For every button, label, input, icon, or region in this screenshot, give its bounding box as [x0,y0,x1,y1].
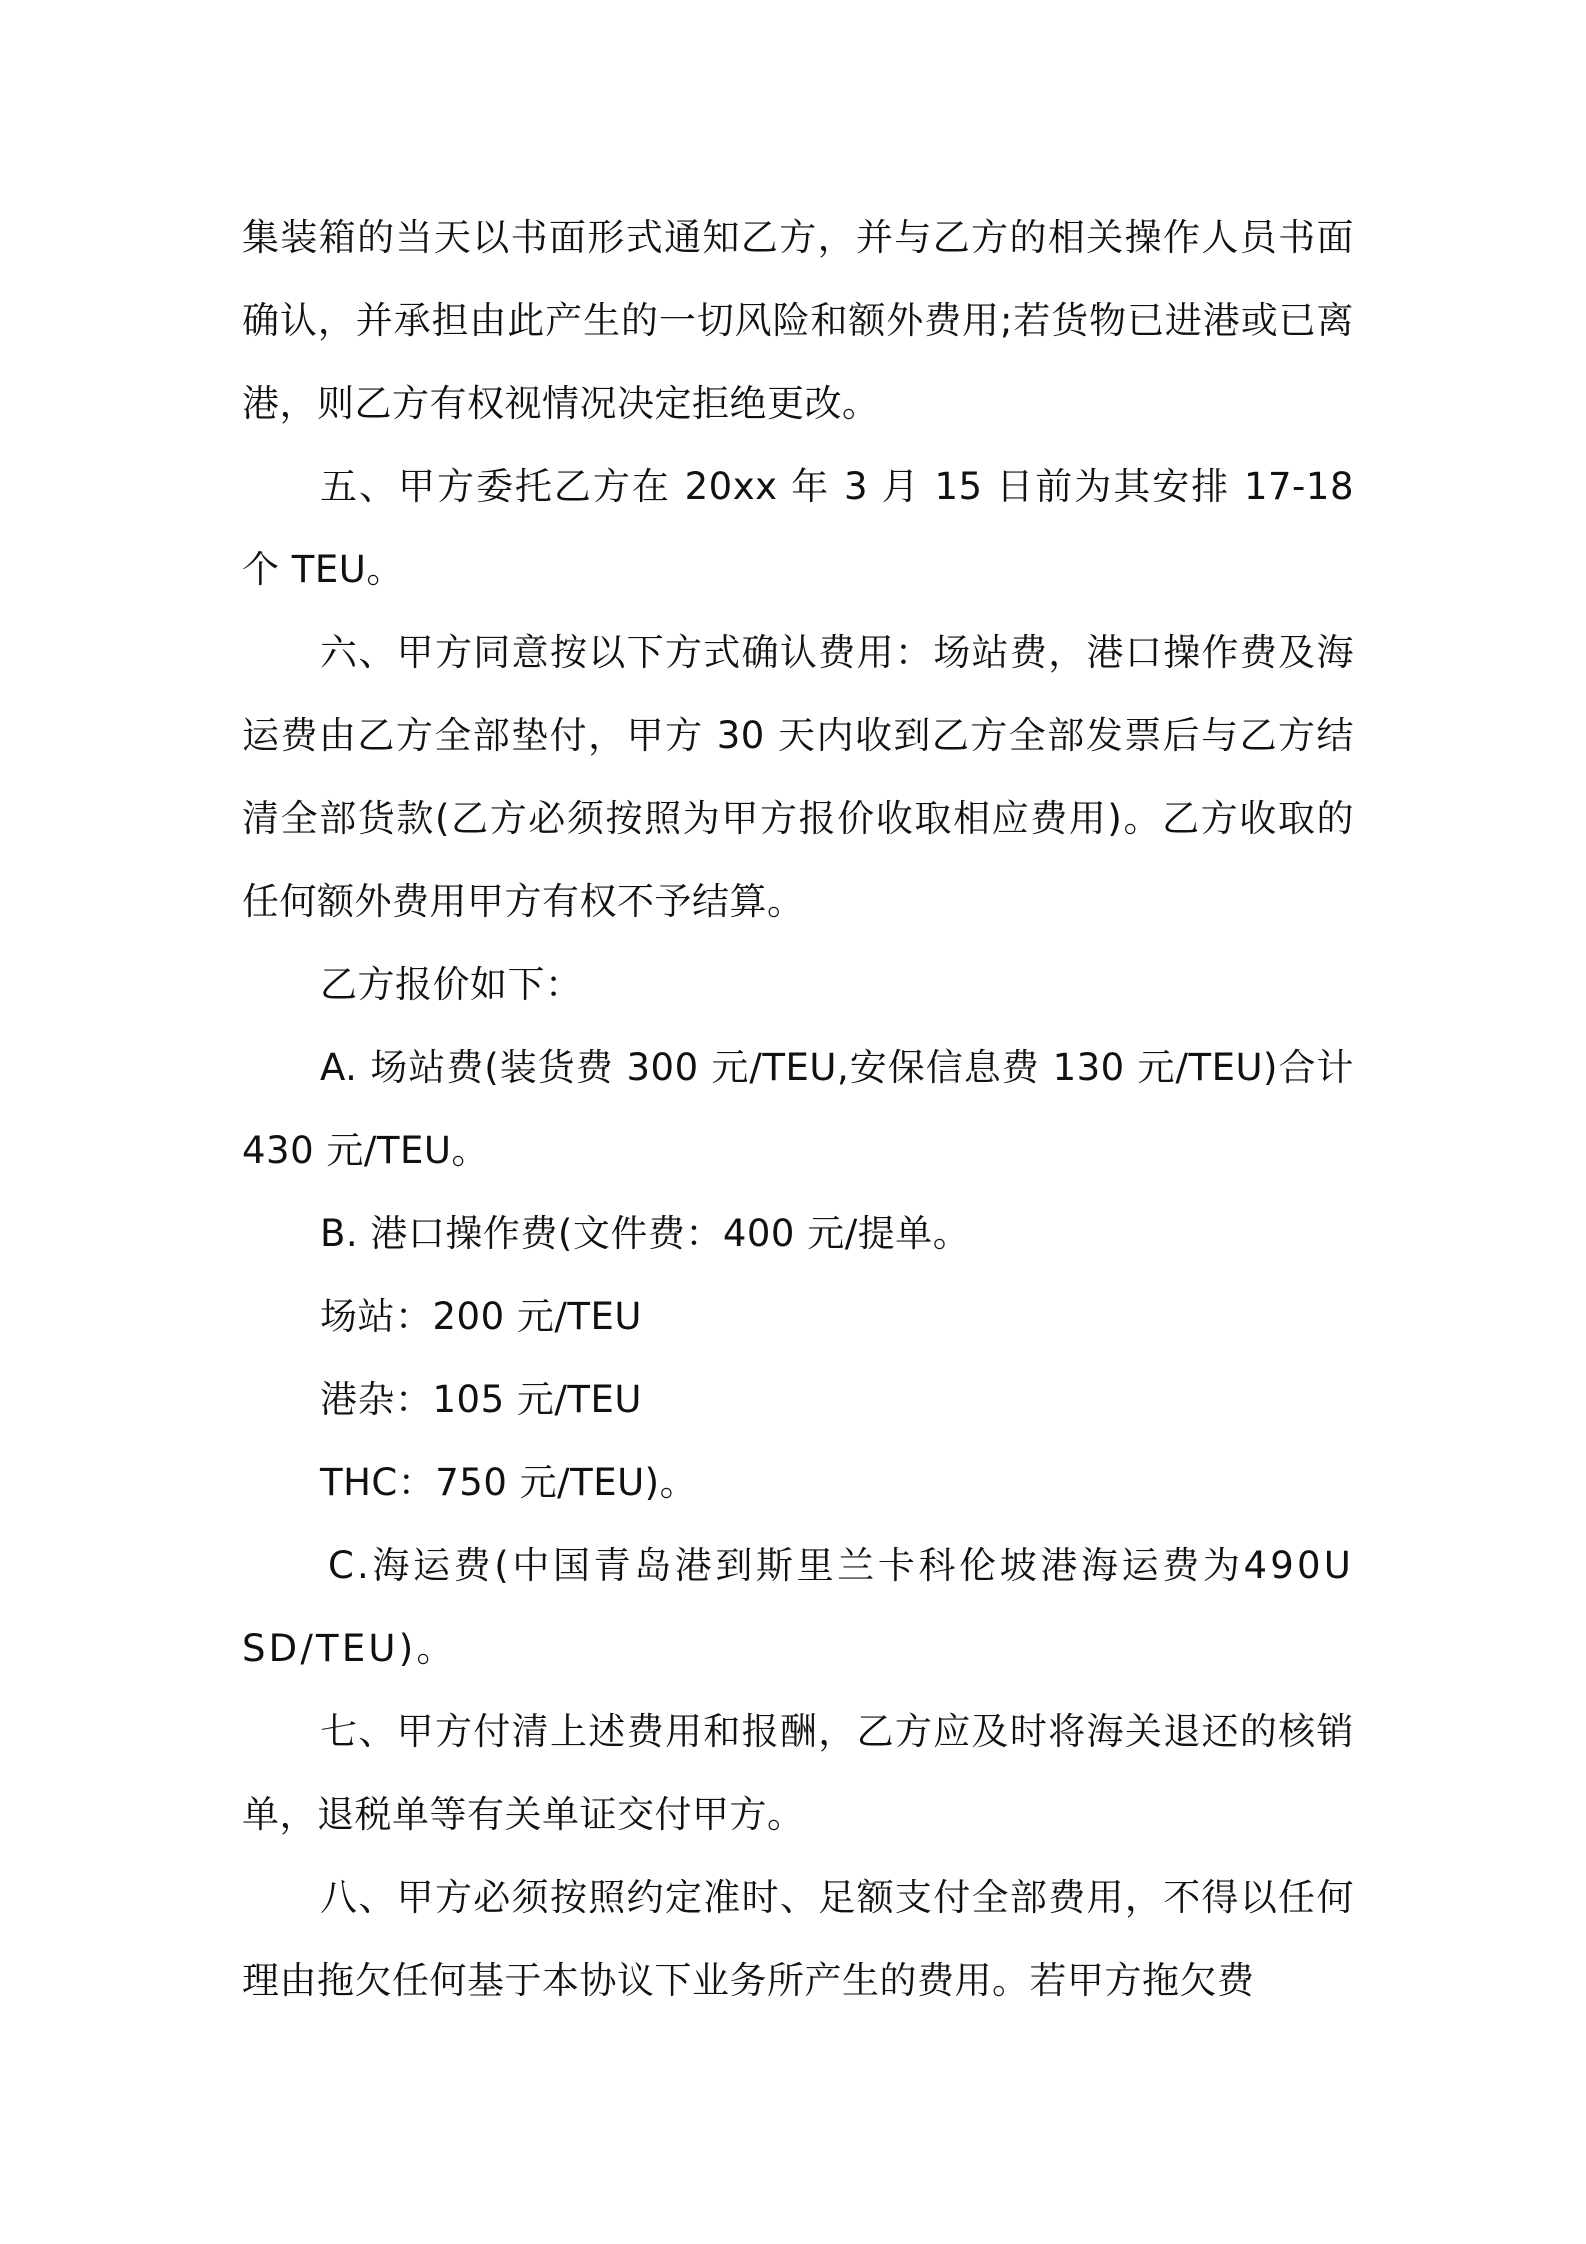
paragraph-quote-b-station: 场站：200 元/TEU [320,1295,642,1338]
contract-body [242,196,1354,2022]
paragraph-quote-c: C.海运费(中国青岛港到斯里兰卡科伦坡港海运费为490USD/TEU)。 [242,1544,1354,1670]
paragraph-continuation: 集装箱的当天以书面形式通知乙方，并与乙方的相关操作人员书面确认，并承担由此产生的一切风险和额外费用;若货物已进港或已离港，则乙方有权视情况决定拒绝更改。 [242,216,1354,425]
paragraph-quote-intro: 乙方报价如下： [320,963,583,1006]
paragraph-quote-b: B. 港口操作费(文件费：400 元/提单。 [320,1212,971,1255]
paragraph-clause-7: 七、甲方付清上述费用和报酬，乙方应及时将海关退还的核销单，退税单等有关单证交付甲方。 [242,1710,1354,1836]
paragraph-quote-b-thc: THC：750 元/TEU)。 [320,1461,698,1504]
paragraph-clause-8: 八、甲方必须按照约定准时、足额支付全部费用，不得以任何理由拖欠任何基于本协议下业务所产生的费用。若甲方拖欠费 [242,1876,1354,2002]
paragraph-quote-b-port-misc: 港杂：105 元/TEU [320,1378,642,1421]
paragraph-clause-6: 六、甲方同意按以下方式确认费用：场站费，港口操作费及海运费由乙方全部垫付，甲方 30 天内收到乙方全部发票后与乙方结清全部货款(乙方必须按照为甲方报价收取相应费用)。乙方收取的任何额外费用甲方有权不予结算。 [242,631,1354,923]
paragraph-clause-5: 五、甲方委托乙方在 20xx 年 3 月 15 日前为其安排 17-18 个 TEU。 [242,465,1354,591]
paragraph-quote-a: A. 场站费(装货费 300 元/TEU,安保信息费 130 元/TEU)合计 430 元/TEU。 [242,1046,1354,1172]
